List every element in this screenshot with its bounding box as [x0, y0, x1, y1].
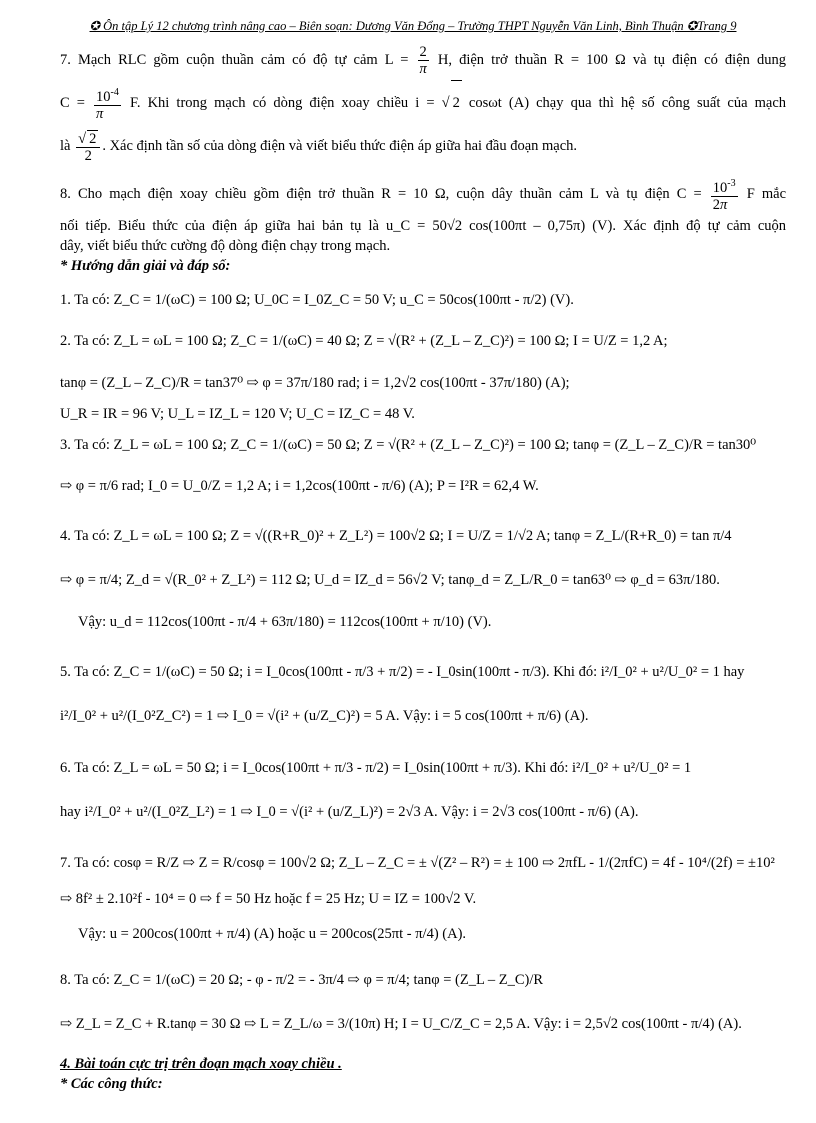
section-4-subheading: * Các công thức: — [60, 1076, 163, 1092]
problem-8-line-2: nối tiếp. Biểu thức của điện áp giữa hai bản tụ là u_C = 50√2 cos(100πt – 0,75π) (V). Xác định độ tự cảm cuộn — [60, 218, 786, 234]
fraction-root2-over-2: $\frac{√ 2}{2}$ — [76, 130, 100, 164]
solution-4-line-1: 4. Ta có: Z_L = ωL = 100 Ω; Z = √((R+R_0)² + Z_L²) = 100√2 Ω; I = U/Z = 1/√2 A; tanφ = Z_L/(R+R_0) = tan π/4 — [60, 528, 732, 544]
problem-7-line-2: C = $\frac{10^{-4}}{\pi}$ F. Khi trong mạch có dòng điện xoay chiều i = √ 2 cosωt (A) chạy qua thì hệ số công suất của mạch — [60, 80, 786, 124]
solution-2-line-3: U_R = IR = 96 V; U_L = IZ_L = 120 V; U_C = IZ_C = 48 V. — [60, 406, 415, 422]
solution-7-line-2: ⇨ 8f² ± 2.10²f - 10⁴ = 0 ⇨ f = 50 Hz hoặc f = 25 Hz; U = IZ = 100√2 V. — [60, 891, 477, 907]
fraction-2-over-pi: $\frac{2}{\pi}$ — [419, 44, 427, 78]
page-header: ✪ Ôn tập Lý 12 chương trình nâng cao – Biên soạn: Dương Văn Đổng – Trường THPT Nguyễn Văn Linh, Bình Thuận ✪Trang 9 — [89, 19, 737, 33]
solution-2-line-1: 2. Ta có: Z_L = ωL = 100 Ω; Z_C = 1/(ωC) = 40 Ω; Z = √(R² + (Z_L – Z_C)²) = 100 Ω; I = U/Z = 1,2 A; — [60, 333, 668, 349]
solution-6-line-2: hay i²/I_0² + u²/(I_0²Z_L²) = 1 ⇨ I_0 = √(i² + (u/Z_L)²) = 2√3 A. Vậy: i = 2√3 cos(100πt - π/6) (A). — [60, 804, 639, 820]
problem-8-line-3: dây, viết biểu thức cường độ dòng điện chạy trong mạch. — [60, 238, 391, 254]
solution-4-line-2: ⇨ φ = π/4; Z_d = √(R_0² + Z_L²) = 112 Ω; U_d = IZ_d = 56√2 V; tanφ_d = Z_L/R_0 = tan63⁰ ⇨ φ_d = 63π/180. — [60, 572, 720, 588]
guide-heading: * Hướng dẫn giải và đáp số: — [60, 258, 231, 274]
solution-7-line-1: 7. Ta có: cosφ = R/Z ⇨ Z = R/cosφ = 100√2 Ω; Z_L – Z_C = ± √(Z² – R²) = ± 100 ⇨ 2πfL - 1/(2πfC) = 4f - 10⁴/(2f) = ±10² — [60, 855, 775, 871]
problem-7-line-1: 7. Mạch RLC gồm cuộn thuần cảm có độ tự cảm L = $\frac{2}{\pi}$ H, điện trở thuần R = 100 Ω và tụ điện có điện dung — [60, 44, 787, 78]
solution-7-line-3: Vậy: u = 200cos(100πt + π/4) (A) hoặc u = 200cos(25πt - π/4) (A). — [78, 926, 467, 942]
solution-8-line-1: 8. Ta có: Z_C = 1/(ωC) = 20 Ω; - φ - π/2 = - 3π/4 ⇨ φ = π/4; tanφ = (Z_L – Z_C)/R — [60, 972, 544, 988]
solution-6-line-1: 6. Ta có: Z_L = ωL = 50 Ω; i = I_0cos(100πt + π/3 - π/2) = I_0sin(100πt + π/3). Khi đó: i²/I_0² + u²/U_0² = 1 — [60, 760, 692, 776]
problem-7-line-3: là $\frac{√ 2}{2}$ . Xác định tần số của dòng điện và viết biểu thức điện áp giữa hai đầu đoạn mạch. — [60, 130, 578, 164]
solution-4-line-3: Vậy: u_d = 112cos(100πt - π/4 + 63π/180) = 112cos(100πt + π/10) (V). — [78, 614, 492, 630]
section-4-heading: 4. Bài toán cực trị trên đoạn mạch xoay chiều . — [60, 1056, 342, 1072]
solution-2-line-2: tanφ = (Z_L – Z_C)/R = tan37⁰ ⇨ φ = 37π/180 rad; i = 1,2√2 cos(100πt - 37π/180) (A); — [60, 375, 570, 391]
problem-8-line-1: 8. Cho mạch điện xoay chiều gồm điện trở thuần R = 10 Ω, cuộn dây thuần cảm L và tụ điện C = $\frac{10^{-3}}{2\pi}$ F mắc — [60, 178, 787, 214]
fraction-capacitance-8: $\frac{10^{-3}}{2\pi}$ — [712, 178, 736, 214]
solution-5-line-1: 5. Ta có: Z_C = 1/(ωC) = 50 Ω; i = I_0cos(100πt - π/3 + π/2) = - I_0sin(100πt - π/3). Khi đó: i²/I_0² + u²/U_0² = 1 hay — [60, 664, 745, 680]
solution-3-line-1: 3. Ta có: Z_L = ωL = 100 Ω; Z_C = 1/(ωC) = 50 Ω; Z = √(R² + (Z_L – Z_C)²) = 100 Ω; tanφ = (Z_L – Z_C)/R = tan30⁰ — [60, 437, 757, 453]
solution-1: 1. Ta có: Z_C = 1/(ωC) = 100 Ω; U_0C = I_0Z_C = 50 V; u_C = 50cos(100πt - π/2) (V). — [60, 292, 574, 308]
solution-3-line-2: ⇨ φ = π/6 rad; I_0 = U_0/Z = 1,2 A; i = 1,2cos(100πt - π/6) (A); P = I²R = 62,4 W. — [60, 478, 539, 494]
solution-5-line-2: i²/I_0² + u²/(I_0²Z_C²) = 1 ⇨ I_0 = √(i² + (u/Z_C)²) = 5 A. Vậy: i = 5 cos(100πt + π/6) (A). — [60, 708, 589, 724]
fraction-capacitance: $\frac{10^{-4}}{\pi}$ — [96, 87, 119, 123]
solution-8-line-2: ⇨ Z_L = Z_C + R.tanφ = 30 Ω ⇨ L = Z_L/ω = 3/(10π) H; I = U_C/Z_C = 2,5 A. Vậy: i = 2,5√2 cos(100πt - π/4) (A). — [60, 1016, 742, 1032]
